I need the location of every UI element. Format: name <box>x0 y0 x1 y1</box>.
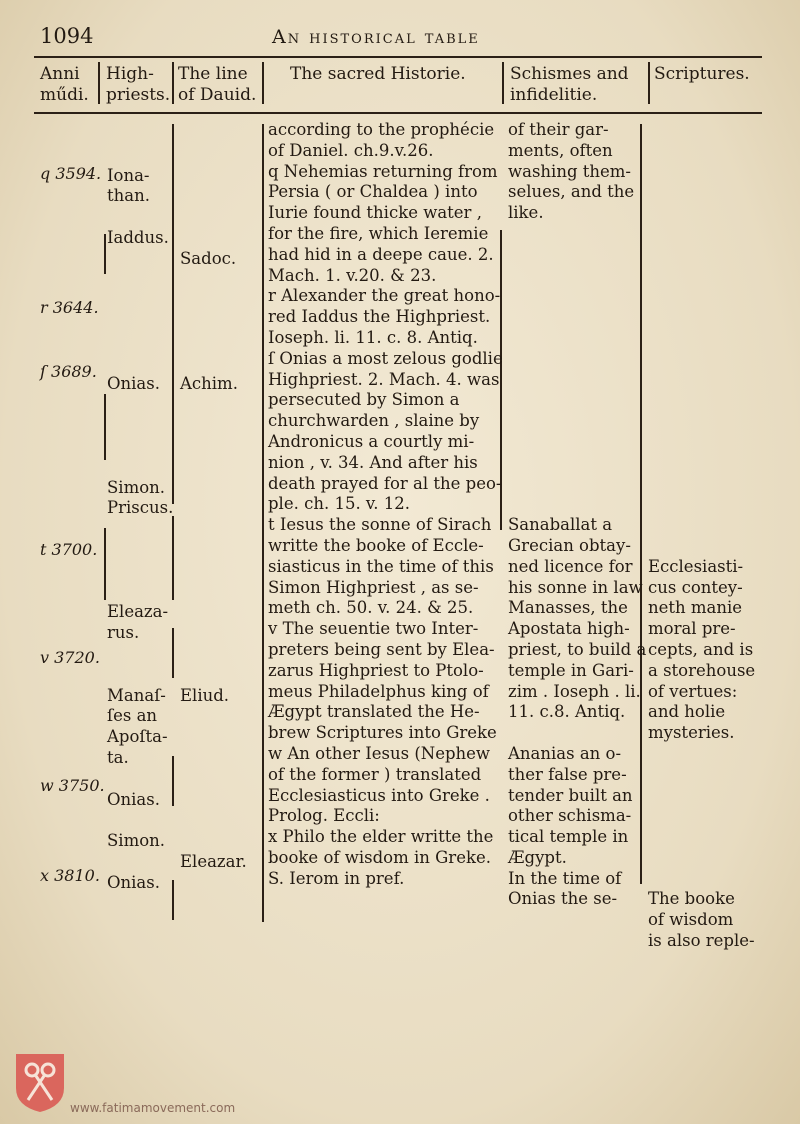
year-marker: ſ 3689. <box>40 362 97 381</box>
keys-emblem-icon <box>14 1052 66 1114</box>
divider <box>104 234 106 274</box>
year-marker: v 3720. <box>40 648 100 667</box>
column-head-david: The line of Dauid. <box>178 64 257 105</box>
divider <box>648 62 650 104</box>
divider <box>262 124 264 922</box>
page-number: 1094 <box>40 24 94 48</box>
page-header <box>0 24 800 54</box>
column-head-highpriests: High- priests. <box>106 64 171 105</box>
running-title: An historical table <box>272 26 480 48</box>
header-rule <box>34 56 762 58</box>
footer-url: www.fatimamovement.com <box>70 1101 236 1115</box>
divider <box>104 528 106 600</box>
column-head-anni: Anni műdi. <box>40 64 89 105</box>
column-head-scriptures: Scriptures. <box>654 64 750 84</box>
column-head-sacred: The sacred Historie. <box>290 64 466 84</box>
column-sacred: according to the prophécie of Daniel. ch.9.v.26. q Nehemias returning from Persia ( or Chaldea ) into Iurie found thicke water , for the fire, which Ieremie had hid in a deepe caue. 2. Mach. 1. v.20. & 23. r Alexander the great hono- red Iaddus the Highpriest. Ioseph. li. 11. c. 8. Antiq. ſ Onias a most zelous godlie Highpriest. 2. Mach. 4. was persecuted by Simon a churchwarden , slaine by Andronicus a courtly mi- nion , v. 34. And after his death prayed for al the peo- ple. ch. 15. v. 12. t Iesus the sonne of Sirach writte the booke of Eccle- siasticus in the time of this Simon Highpriest , as se- meth ch. 50. v. 24. & 25. v The seuentie two Inter- preters being sent by Elea- zarus Highpriest to Ptolo- meus Philadelphus king of Ægypt translated the He- brew Scriptures into Greke w An other Iesus (Nephew of the former ) translated Ecclesiasticus into Greke . Prolog. Eccli: x Philo the elder writte the booke of wisdom in Greke. S. Ierom in pref. <box>268 120 503 888</box>
divider <box>502 62 504 104</box>
year-marker: x 3810. <box>40 866 100 885</box>
year-marker: q 3594. <box>40 164 102 183</box>
year-marker: t 3700. <box>40 540 98 559</box>
column-head-rule <box>34 112 762 114</box>
column-scriptures: Ecclesiasti- cus contey- neth manie moral pre- cepts, and is a storehouse of vertues: and holie mysteries. The booke of wisdom is also reple- <box>648 556 756 951</box>
divider <box>104 394 106 460</box>
column-david: Sadoc. Achim. Eliud. Eleazar. <box>180 248 247 871</box>
column-head-schisms: Schismes and infidelitie. <box>510 64 629 105</box>
year-marker: r 3644. <box>40 298 99 317</box>
divider <box>98 62 100 104</box>
column-highpriests: Iona- than. Iaddus. Onias. Simon. Priscus. Eleaza- rus. Manaſ- ſes an Apoſta- ta. Onias. Simon. Onias. <box>107 165 174 892</box>
divider <box>172 62 174 104</box>
column-schisms: of their gar- ments, often washing them- selues, and the like. Sanaballat a Grecian obtay- ned licence for his sonne in law Manasses, the Apostata high- priest, to build a temple in Gari- zim . Ioseph . li. 11. c.8. Antiq. Ananias an o- ther false pre- tender built an other schisma- tical temple in Ægypt. In the time of Onias the se- <box>508 120 647 909</box>
year-marker: w 3750. <box>40 776 105 795</box>
divider <box>262 62 264 104</box>
